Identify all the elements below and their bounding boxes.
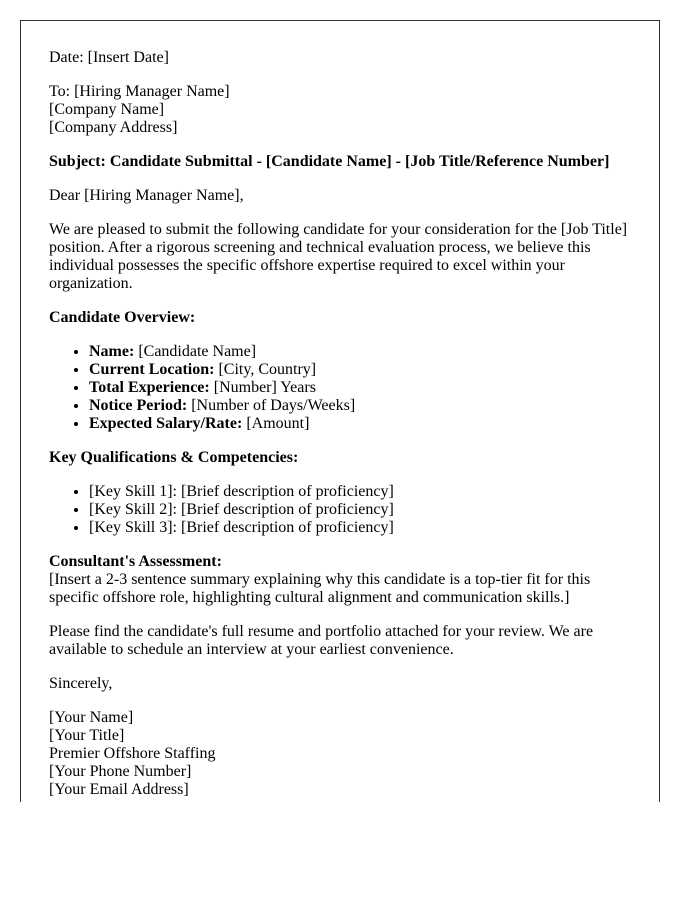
list-item	[89, 397, 631, 415]
list-item: • [Key Skill 1]: [Brief description of proficiency]	[89, 483, 631, 501]
item-value: [Amount]	[242, 415, 310, 432]
overview-list	[49, 343, 631, 433]
recipient-block	[49, 83, 631, 137]
signoff: Sincerely,	[49, 675, 113, 692]
item-value: [Candidate Name]	[134, 343, 257, 360]
company-address: [Company Address]	[49, 119, 178, 136]
date-line: Date: [Insert Date]	[49, 49, 169, 66]
sender-phone: [Your Phone Number]	[49, 763, 192, 780]
list-item	[89, 415, 631, 433]
recipient-name: To: [Hiring Manager Name]	[49, 83, 230, 100]
skills-list	[49, 483, 631, 537]
company: Premier Offshore Staffing	[49, 745, 216, 762]
list-item	[89, 361, 631, 379]
skills-heading-text: Key Qualifications & Competencies:	[49, 449, 299, 466]
assessment-block	[49, 553, 631, 607]
item-label: Expected Salary/Rate:	[89, 415, 243, 432]
sender-email: [Your Email Address]	[49, 781, 189, 798]
list-item: • [Key Skill 3]: [Brief description of proficiency]	[89, 519, 631, 537]
sender-title: [Your Title]	[49, 727, 125, 744]
item-value: [Number] Years	[209, 379, 316, 396]
list-item	[89, 343, 631, 361]
overview-heading	[49, 309, 631, 327]
item-label: Total Experience:	[89, 379, 210, 396]
list-item: • [Key Skill 2]: [Brief description of proficiency]	[89, 501, 631, 519]
item-value: [City, Country]	[214, 361, 317, 378]
assessment-text: [Insert a 2-3 sentence summary explaining why this candidate is a top-tier fit for this specific offshore role, highlighting cultural alignment and communication skills.]	[49, 571, 591, 606]
assessment-heading: Consultant's Assessment:	[49, 553, 222, 570]
overview-heading-text: Candidate Overview:	[49, 309, 196, 326]
intro-paragraph: We are pleased to submit the following candidate for your consideration for the [Job Title] position. After a rigorous screening and technical evaluation process, we believe this individual possesses the specific offshore expertise required to excel within your organization.	[49, 221, 628, 292]
subject-text: Subject: Candidate Submittal - [Candidate Name] - [Job Title/Reference Number]	[49, 153, 610, 170]
sender-name: [Your Name]	[49, 709, 134, 726]
subject-line	[49, 153, 631, 171]
skills-heading	[49, 449, 631, 467]
item-label: Notice Period:	[89, 397, 188, 414]
item-label: Current Location:	[89, 361, 215, 378]
letter-page	[20, 20, 660, 802]
signature-block	[49, 709, 631, 799]
greeting: Dear [Hiring Manager Name],	[49, 187, 244, 204]
company-name: [Company Name]	[49, 101, 165, 118]
item-value: [Number of Days/Weeks]	[187, 397, 356, 414]
closing-paragraph: Please find the candidate's full resume and portfolio attached for your review. We are available to schedule an interview at your earliest convenience.	[49, 623, 594, 658]
list-item	[89, 379, 631, 397]
item-label: Name:	[89, 343, 135, 360]
